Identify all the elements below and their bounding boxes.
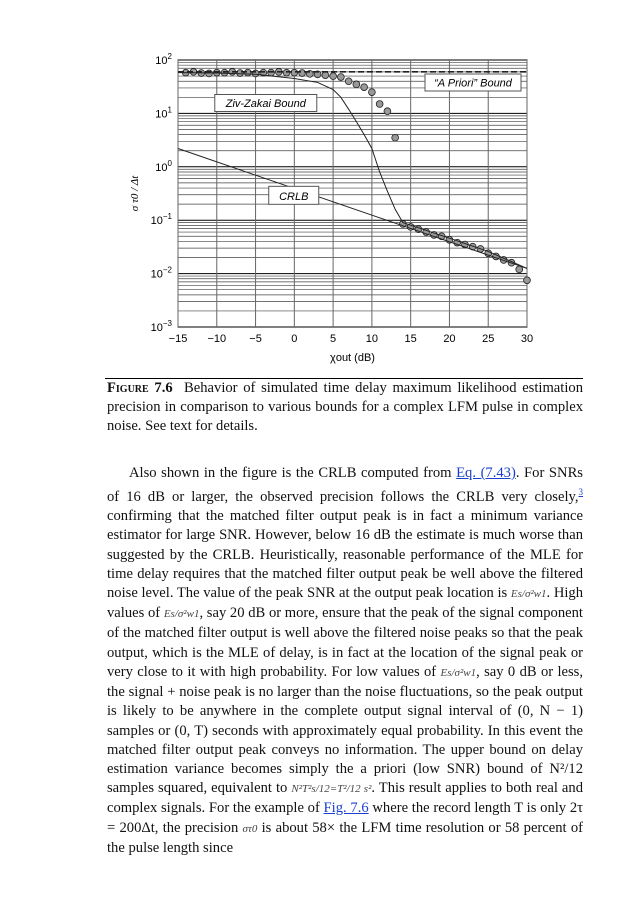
figure-chart [110, 48, 550, 378]
text: . This result applies to both real and complex signals. For the example of [107, 780, 583, 817]
data-point [376, 101, 383, 108]
x-tick-label: −15 [168, 333, 188, 345]
x-axis-label: χout (dB) [330, 352, 375, 364]
body-paragraph [107, 464, 583, 858]
x-tick-label: −10 [207, 333, 227, 345]
x-tick-label: 0 [291, 333, 298, 345]
figure-caption [107, 379, 583, 436]
data-point [524, 277, 531, 284]
text: . High values of [107, 585, 584, 622]
figure-link[interactable]: Fig. 7.6 [323, 800, 369, 817]
math-inline: Es/σ²w1 [440, 666, 477, 679]
data-point [237, 70, 244, 77]
y-tick-label: $10^2$ [155, 52, 172, 67]
math-inline: στ0 [242, 822, 258, 835]
text: is about 58× the LFM time resolution or 58 percent of the pulse length since [107, 819, 583, 856]
data-point [392, 134, 399, 141]
caption-text: Behavior of simulated time delay maximum likelihood estimation precision in comparison to various bounds for a complex LFM pulse in complex noise. See text for details. [107, 380, 583, 434]
x-tick-label: 5 [330, 333, 337, 345]
data-point [330, 73, 337, 80]
annotation-label: Ziv-Zakai Bound [225, 97, 306, 110]
data-point [337, 74, 344, 81]
y-tick-label: $10^{-1}$ [150, 212, 172, 228]
footnote-link[interactable]: 3 [578, 487, 583, 498]
text: confirming that the matched filter output peak is in fact a minimum variance estimator for large SNR. However, below 16 dB the estimate is much worse than suggested by the CRLB. Heuristically, reasonable performance of the MLE for time delay requires that the matched filter output peak be well above the filtered noise level. The value of the peak SNR at the output peak location is [107, 508, 583, 602]
data-point [368, 89, 375, 96]
annotation-label: CRLB [279, 190, 309, 203]
math-inline: Es/σ²w1 [510, 588, 547, 601]
y-tick-label: $10^{-3}$ [150, 319, 172, 334]
text: , say 20 dB or more, ensure that the peak of the signal component of the matched filter output is well above the filtered noise peaks so that the peak output, which is the MLE of delay, is in fact at the location of the signal peak or very close to it with high probability. For low values of [107, 605, 583, 680]
annotation-label: “A Priori” Bound [434, 77, 512, 90]
x-tick-label: 30 [520, 333, 534, 345]
equation-link[interactable]: Eq. (7.43) [456, 465, 516, 481]
caption-label: Figure 7.6 [107, 380, 173, 396]
y-tick-label: $10^1$ [155, 105, 172, 121]
data-point [299, 70, 306, 77]
x-tick-label: 15 [404, 333, 417, 345]
x-tick-label: −5 [249, 333, 262, 345]
data-point [361, 84, 368, 91]
math-inline: Es/σ²w1 [163, 608, 200, 621]
y-axis-label: σ τ0 / Δt [129, 175, 141, 212]
math-inline: N²T²s/12=T²/12 s² [291, 783, 372, 796]
text: , say 0 dB or less, the signal + noise peak is no larger than the noise fluctuations, so the peak output is likely to be anywhere in the complete output signal interval of (0, N − 1) samples or (0, T) seconds with approximately equal probability. In this event the matched filter output peak conveys no information. The upper bound on delay estimation variance becomes simply the a priori (low SNR) bound of N²/12 samples squared, equivalent to [107, 663, 583, 797]
text: . For SNRs of 16 dB or larger, the observed precision follows the CRLB very closely, [107, 465, 583, 506]
text: Also shown in the figure is the CRLB computed from [129, 465, 457, 481]
x-tick-label: 20 [443, 333, 456, 345]
y-tick-label: $10^0$ [155, 158, 172, 174]
x-tick-label: 10 [365, 333, 379, 345]
data-point [345, 78, 352, 85]
y-tick-label: $10^{-2}$ [150, 265, 172, 281]
data-point [353, 81, 360, 88]
data-point [322, 72, 329, 79]
x-tick-label: 25 [482, 333, 495, 345]
text: where the record length T is only 2τ = 200Δt, the precision [107, 800, 583, 836]
data-point [384, 108, 391, 115]
